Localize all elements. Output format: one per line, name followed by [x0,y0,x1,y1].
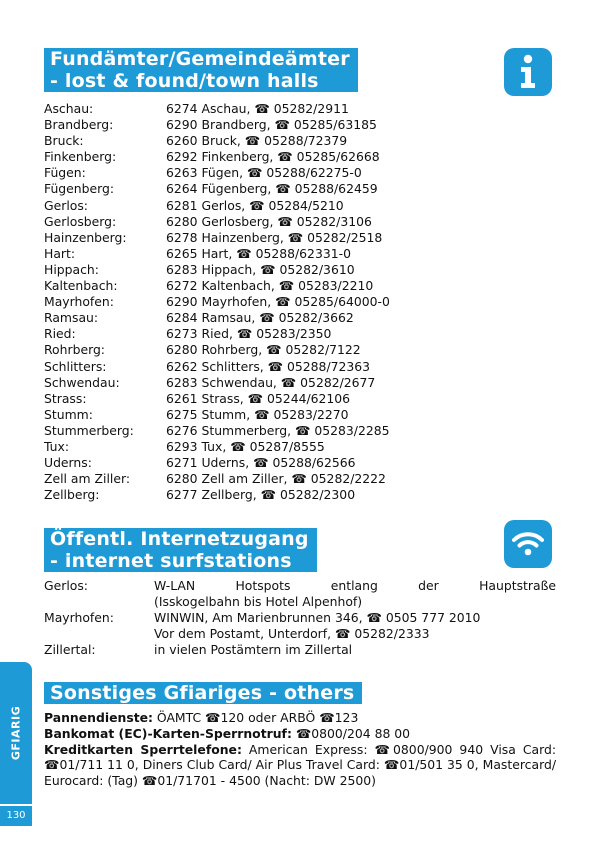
place-label: Fügen: [44,165,86,181]
address-phone: 6290 Brandberg, ☎ 05285/63185 [166,117,377,133]
address-phone: 6276 Stummerberg, ☎ 05283/2285 [166,422,390,438]
place-label: Stummerberg: [44,422,134,438]
detail-line: W-LAN Hotspots entlang der Hauptstraße [154,578,556,593]
section-title-town-halls [44,48,358,92]
address-phone: 6275 Stumm, ☎ 05283/2270 [166,406,349,422]
place-label: Zell am Ziller: [44,471,131,487]
section-title-others [44,682,362,704]
list-item [44,342,564,358]
side-tab-label: GFIARIG [9,705,23,761]
cards-text: American Express: ☎0800/900 940 Visa Card: ☎01/711 11 0, Diners Club Card/ Air Plus Travel Card: ☎01/501 35 0, Mastercard/ Eurocard: (Tag) ☎01/71701 - 4500 (Nacht: DW 2500) [44,741,556,789]
address-phone: 6281 Gerlos, ☎ 05284/5210 [166,197,344,213]
info-icon [504,48,552,96]
address-phone: 6292 Finkenberg, ☎ 05285/62668 [166,149,380,165]
list-item [44,407,564,423]
address-phone: 6283 Hippach, ☎ 05282/3610 [166,261,355,277]
address-phone: 6278 Hainzenberg, ☎ 05282/2518 [166,229,383,245]
side-tab [0,662,32,804]
list-item [44,578,556,610]
place-label: Zillertal: [44,642,96,657]
list-item [44,471,564,487]
address-phone: 6260 Bruck, ☎ 05288/72379 [166,133,348,149]
internet-list [44,578,556,658]
place-label: Finkenberg: [44,149,117,165]
list-item [44,133,564,149]
place-label: Mayrhofen: [44,610,114,625]
list-item [44,375,564,391]
address-phone: 6263 Fügen, ☎ 05288/62275-0 [166,165,362,181]
cards-paragraph [44,742,556,789]
breakdown-label: Pannendienste: [44,710,153,725]
detail-line: Vor dem Postamt, Unterdorf, ☎ 05282/2333 [154,626,430,641]
atm-text: ☎0800/204 88 00 [291,725,411,741]
address-phone: 6274 Aschau, ☎ 05282/2911 [166,101,349,116]
section-title-line2: - internet surfstations [50,550,292,572]
place-label: Bruck: [44,133,84,149]
list-item [44,326,564,342]
list-item [44,246,564,262]
place-label: Aschau: [44,101,94,116]
address-phone: 6261 Strass, ☎ 05244/62106 [166,390,351,406]
list-item [44,165,564,181]
list-item [44,230,564,246]
list-item [44,439,564,455]
address-phone: 6290 Mayrhofen, ☎ 05285/64000-0 [166,294,390,310]
detail-line: WINWIN, Am Marienbrunnen 346, ☎ 0505 777 2010 [154,610,481,625]
section-title-internet [44,528,317,572]
address-phone: 6277 Zellberg, ☎ 05282/2300 [166,487,356,503]
list-item [44,117,564,133]
page-number: 130 [0,806,32,826]
place-label: Schwendau: [44,374,120,390]
detail-line: (Isskogelbahn bis Hotel Alpenhof) [154,594,363,609]
wifi-icon [504,520,552,568]
place-label: Schlitters: [44,358,107,374]
place-label: Hainzenberg: [44,229,127,245]
list-item [44,214,564,230]
place-label: Brandberg: [44,117,114,133]
list-item [44,262,564,278]
place-label: Uderns: [44,455,92,471]
address-phone: 6265 Hart, ☎ 05288/62331-0 [166,245,351,261]
address-phone: 6262 Schlitters, ☎ 05288/72363 [166,358,371,374]
breakdown-paragraph [44,710,556,726]
list-item [44,359,564,375]
place-label: Strass: [44,390,87,406]
town-hall-list [44,101,564,503]
others-text [44,710,556,789]
section-title-line1: Öffentl. Internetzugang [50,528,309,550]
address-phone: 6280 Zell am Ziller, ☎ 05282/2222 [166,471,386,487]
place-label: Hippach: [44,261,99,277]
cards-label: Kreditkarten Sperrtelefone: [44,741,242,757]
detail-line: in vielen Postämtern im Zillertal [154,642,353,657]
list-item [44,391,564,407]
list-item [44,423,564,439]
list-item [44,294,564,310]
place-label: Zellberg: [44,487,100,503]
breakdown-text: ÖAMTC ☎120 oder ARBÖ ☎123 [152,710,359,725]
address-phone: 6280 Rohrberg, ☎ 05282/7122 [166,342,361,358]
place-label: Mayrhofen: [44,294,114,310]
list-item [44,310,564,326]
address-phone: 6273 Ried, ☎ 05283/2350 [166,326,332,342]
list-item [44,610,556,642]
section-title-line1: Fundämter/Gemeindeämter [50,48,350,70]
place-label: Rohrberg: [44,342,105,358]
address-phone: 6280 Gerlosberg, ☎ 05282/3106 [166,213,372,229]
place-label: Gerlosberg: [44,213,117,229]
place-label: Tux: [44,438,70,454]
list-item [44,198,564,214]
section-title: Sonstiges Gfiariges - others [50,682,355,704]
address-phone: 6264 Fügenberg, ☎ 05288/62459 [166,181,378,197]
place-label: Gerlos: [44,578,88,593]
address-phone: 6271 Uderns, ☎ 05288/62566 [166,455,356,471]
list-item [44,101,564,117]
list-item [44,455,564,471]
atm-label: Bankomat (EC)-Karten-Sperrnotruf: [44,725,292,741]
place-label: Kaltenbach: [44,278,118,294]
list-item [44,149,564,165]
list-item [44,278,564,294]
list-item [44,487,564,503]
place-label: Ramsau: [44,310,99,326]
place-label: Ried: [44,326,76,342]
address-phone: 6272 Kaltenbach, ☎ 05283/2210 [166,278,374,294]
address-phone: 6283 Schwendau, ☎ 05282/2677 [166,374,376,390]
place-label: Fügenberg: [44,181,115,197]
place-label: Stumm: [44,406,93,422]
atm-paragraph [44,726,556,742]
place-label: Hart: [44,245,76,261]
address-phone: 6284 Ramsau, ☎ 05282/3662 [166,310,354,326]
list-item [44,181,564,197]
address-phone: 6293 Tux, ☎ 05287/8555 [166,438,325,454]
section-title-line2: - lost & found/town halls [50,70,319,92]
place-label: Gerlos: [44,197,88,213]
list-item [44,642,556,658]
